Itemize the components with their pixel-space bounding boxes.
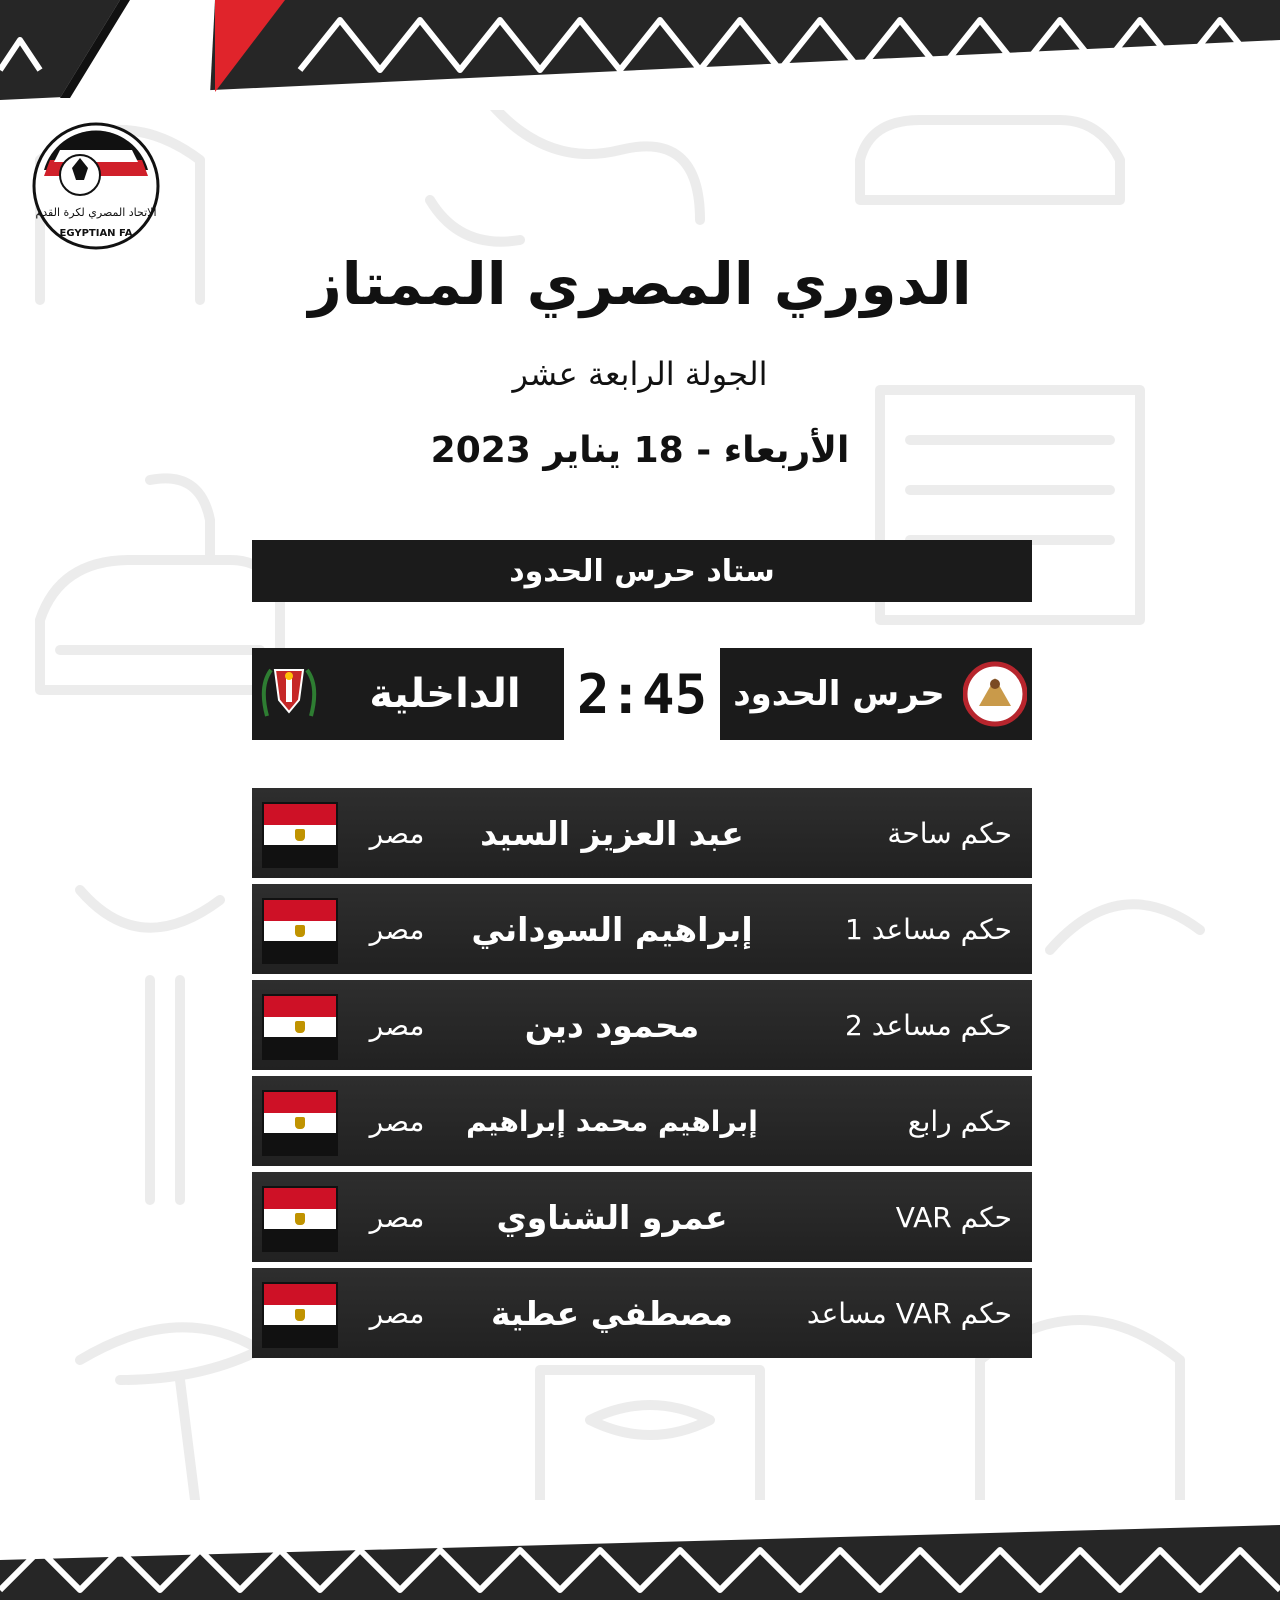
egypt-flag-icon bbox=[262, 898, 338, 964]
referee-name: إبراهيم محمد إبراهيم bbox=[466, 1104, 758, 1138]
match-date: الأربعاء - 18 يناير 2023 bbox=[430, 430, 850, 471]
logo-text-english: EGYPTIAN FA bbox=[59, 228, 133, 239]
referee-country: مصر bbox=[369, 816, 425, 850]
referee-role: حكم مساعد 1 bbox=[845, 912, 1012, 946]
top-pattern-band bbox=[0, 0, 1280, 110]
referee-row-main bbox=[252, 788, 1032, 878]
bottom-pattern-band bbox=[0, 1500, 1280, 1600]
referee-name: عبد العزيز السيد bbox=[480, 813, 744, 853]
egypt-flag-icon bbox=[262, 994, 338, 1060]
referees-list bbox=[252, 788, 1032, 1364]
referee-role: حكم رابع bbox=[907, 1104, 1012, 1138]
referee-name: إبراهيم السوداني bbox=[471, 909, 753, 949]
stadium-name: ستاد حرس الحدود bbox=[509, 553, 775, 589]
el-dakhleya-crest-icon bbox=[257, 656, 321, 732]
home-team bbox=[720, 648, 1032, 740]
egypt-flag-icon bbox=[262, 1282, 338, 1348]
referee-name: مصطفي عطية bbox=[491, 1293, 733, 1333]
haras-el-hodood-crest-icon bbox=[963, 656, 1027, 732]
referee-role: حكم ساحة bbox=[887, 816, 1012, 850]
logo-text-arabic: الاتحاد المصري لكرة القدم bbox=[35, 206, 157, 219]
home-team-name: حرس الحدود bbox=[733, 674, 945, 714]
referee-row-var-assistant bbox=[252, 1268, 1032, 1358]
away-crest-box bbox=[252, 648, 326, 740]
referee-role: حكم VAR مساعد bbox=[806, 1296, 1012, 1330]
egypt-flag-icon bbox=[262, 1090, 338, 1156]
referee-row-assistant-1 bbox=[252, 884, 1032, 974]
stadium-bar bbox=[252, 540, 1032, 602]
round-label: الجولة الرابعة عشر bbox=[512, 355, 768, 393]
referee-country: مصر bbox=[369, 1008, 425, 1042]
away-team bbox=[252, 648, 564, 740]
referee-row-fourth bbox=[252, 1076, 1032, 1166]
egyptian-fa-logo bbox=[30, 120, 162, 252]
page-title: الدوري المصري الممتاز bbox=[308, 250, 972, 318]
referee-country: مصر bbox=[369, 1296, 425, 1330]
referee-row-assistant-2 bbox=[252, 980, 1032, 1070]
referee-name: محمود دين bbox=[524, 1005, 700, 1045]
egypt-flag-icon bbox=[262, 802, 338, 868]
referee-country: مصر bbox=[369, 912, 425, 946]
match-row bbox=[252, 648, 1032, 740]
egypt-flag-icon bbox=[262, 1186, 338, 1252]
home-crest-box bbox=[958, 648, 1032, 740]
referee-row-var bbox=[252, 1172, 1032, 1262]
referee-role: حكم مساعد 2 bbox=[845, 1008, 1012, 1042]
referee-role: حكم VAR bbox=[895, 1200, 1012, 1234]
referee-country: مصر bbox=[369, 1104, 425, 1138]
away-team-name: الداخلية bbox=[369, 671, 521, 717]
referee-country: مصر bbox=[369, 1200, 425, 1234]
referee-name: عمرو الشناوي bbox=[496, 1197, 728, 1237]
kickoff-time: 2:45 bbox=[564, 648, 720, 740]
